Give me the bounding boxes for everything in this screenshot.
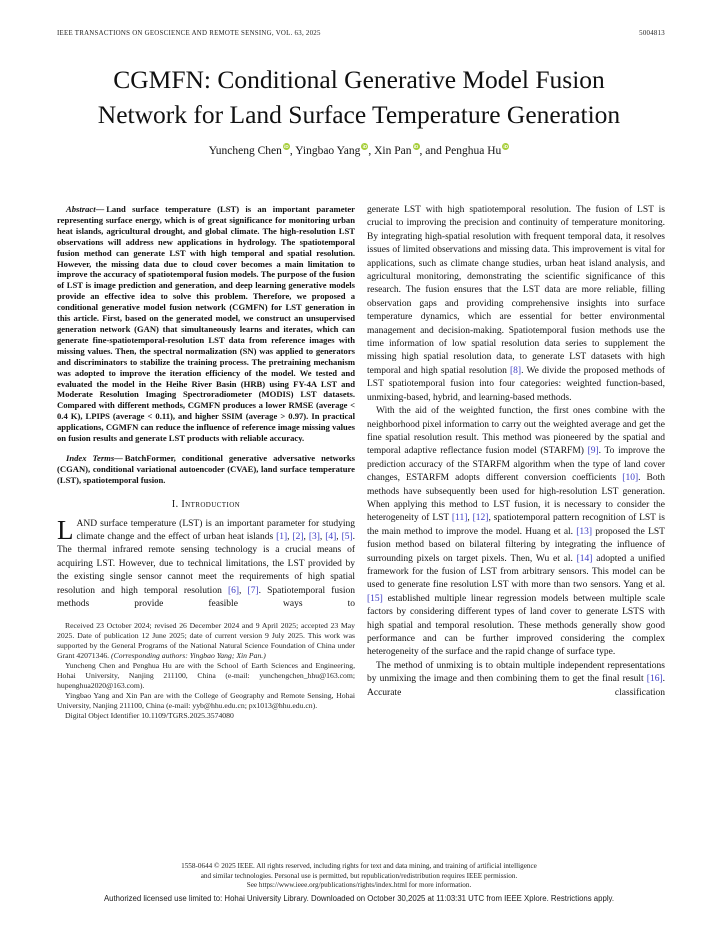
author-segment: [209, 145, 290, 157]
citation-link[interactable]: [6]: [227, 585, 240, 596]
two-column-body: [57, 204, 665, 721]
right-column: [367, 204, 665, 721]
license-stamp-line: Authorized licensed use limited to: Hohai University Library. Downloaded on October 30,2025 at 11:03:31 UTC from IEEE Xplore. Restrictions apply.: [103, 893, 615, 903]
index-terms: [57, 453, 355, 486]
orcid-icon[interactable]: [283, 143, 290, 150]
author-segment: [420, 145, 510, 157]
citation-link[interactable]: [15]: [367, 593, 383, 604]
author-name: , Xin Pan: [368, 145, 412, 157]
body-paragraph: generate LST with high spatiotemporal resolution. The fusion of LST is crucial to improving the precision and continuity of temperature monitoring. By integrating high-spatial resolution with frequent temporal data, it resolves issues of limited observations and missing data. This improvement is vital for applications, such as climate change studies, urban heat island analysis, and agricultural monitoring, demonstrating the scientific significance of this research. The fusion ensures that the LST data are more reliable, filling observation gaps and providing comprehensive insights into surface temperature dynamics, which are essential for better environmental management and decision-making. Spatiotemporal fusion methods use the time information of low spatial resolution data series to supplement the missing high spatial resolution data, to generate LST datasets with high temporal and high spatial resolution [8]. We divide the proposed methods of LST spatiotemporal fusion into four categories: weighted function-based, unmixing-based, hybrid, and learning-based methods.: [367, 205, 665, 403]
doi-line: Digital Object Identifier 10.1109/TGRS.2025.3574080: [65, 711, 234, 721]
abstract: [57, 204, 355, 444]
citation-link[interactable]: [10]: [622, 473, 639, 484]
paper-title: [0, 62, 718, 132]
citation-link[interactable]: [4]: [325, 532, 337, 543]
citation-link[interactable]: [16]: [646, 674, 663, 685]
citation-link[interactable]: [7]: [247, 585, 259, 596]
orcid-icon[interactable]: [502, 143, 509, 150]
article-number: 5004813: [639, 30, 665, 37]
citation-link[interactable]: [1]: [276, 532, 288, 543]
citation-link[interactable]: [9]: [587, 446, 599, 457]
author-segment: [368, 145, 419, 157]
body-paragraph: With the aid of the weighted function, the first ones combine with the neighborhood pixel information to carry out the weighted average and get the fine spatial resolution result. This method was pioneered by the spatial and temporal adaptive reflectance fusion model (STARFM) [9]. To improve the prediction accuracy of the STARFM algorithm when the type of land cover changes, ESTARFM adopts different conversion coefficients [10]. Both methods have subsequently been used for high-resolution LST generation. When applying this method to LST fusion, it is necessary to consider the heterogeneity of LST [11], [12], spatiotemporal pattern recognition of LST is the main method to improve the model. Huang et al. [13] proposed the LST fusion method based on bilateral filtering by integrating the influence of surrounding pixels on target pixels. Then, Wu et al. [14] adopted a unified framework for the fusion of LST from arbitrary sensors. This model can be used to generate fine resolution LST with more than two sensors. Yang et al. [15] established multiple linear regression models between multiple scale factors by considering different types of land cover to generate LSTS with high spatial and temporal resolution. These methods generally show good performance and can be further improved considering the complex heterogeneity of the surface and the rapid change of surface type.: [367, 406, 665, 658]
author-name: , Yingbao Yang: [289, 145, 361, 157]
manuscript-history: [57, 621, 355, 661]
first-page-footnote: [57, 621, 355, 722]
index-terms-text: BatchFormer, conditional generative adversative networks (CGAN), conditional variational autoencoder (CVAE), land surface temperature (LST), spatiotemporal fusion.: [57, 452, 356, 485]
orcid-icon-label: iD: [362, 144, 368, 149]
citation-link[interactable]: [2]: [292, 532, 304, 543]
body-paragraph: The method of unmixing is to obtain multiple independent representations by unmixing the image and then combining them to get the final result [16]. Accurate classification: [367, 660, 665, 698]
author-name: Yuncheng Chen: [208, 145, 282, 157]
section-heading-introduction: I. Introduction: [171, 498, 241, 510]
copyright-line-2: and similar technologies. Personal use is permitted, but republication/redistribution requires IEEE permission.: [200, 871, 518, 880]
paper-title-line2: Network for Land Surface Temperature Generation: [97, 100, 621, 129]
orcid-icon-label: iD: [284, 144, 289, 149]
citation-link[interactable]: [8]: [510, 365, 522, 376]
orcid-icon-label: iD: [503, 144, 509, 149]
citation-link[interactable]: [11]: [451, 513, 468, 524]
dropcap: L: [57, 514, 74, 545]
manuscript-history-text: Received 23 October 2024; revised 26 December 2024 and 9 April 2025; accepted 23 May 2025. Date of publication 12 June 2025; date of current version 9 July 2025. This work was supported by the General Programs of the National Natural Science Foundation of China under Grant 42071346.: [57, 620, 355, 660]
affiliation-2: Yingbao Yang and Xin Pan are with the College of Geography and Remote Sensing, Hohai University, Nanjing 211100, China (e-mail: yyb@hhu.edu.cn; px1013@hhu.edu.cn).: [57, 691, 355, 711]
journal-name: IEEE TRANSACTIONS ON GEOSCIENCE AND REMOTE SENSING, VOL. 63, 2025: [57, 30, 321, 37]
paper-title-line1: CGMFN: Conditional Generative Model Fusion: [113, 65, 605, 94]
orcid-icon-label: iD: [413, 144, 419, 149]
intro-paragraph: [57, 514, 356, 612]
citation-link[interactable]: [14]: [576, 553, 593, 564]
citation-link[interactable]: [3]: [308, 532, 320, 543]
intro-text: AND surface temperature (LST) is an important parameter for studying climate change and the effect of urban heat islands [1], [2], [3], [4], [5]. The thermal infrared remote sensing technology is a crucial means of acquiring LST. However, due to technical limitations, the LST provided by the existing single sensor cannot meet the requirements of high spatial resolution and high temporal resolution [6], [7]. Spatiotemporal fusion methods provide feasible ways to: [57, 518, 356, 610]
copyright-footer: [0, 862, 718, 904]
copyright-line-1: 1558-0644 © 2025 IEEE. All rights reserved, including rights for text and data mining, and training of artificial intelligence: [181, 862, 537, 870]
affiliation-1: Yuncheng Chen and Penghua Hu are with the School of Earth Sciences and Engineering, Hohai University, Nanjing 211100, China (e-mail: yunchengchen_hhu@163.com; hupenghua2020@163.com).: [57, 660, 355, 691]
abstract-label: Abstract—: [66, 204, 105, 214]
citation-link[interactable]: [12]: [472, 513, 489, 524]
author-line: [0, 143, 718, 157]
citation-link[interactable]: [5]: [341, 532, 353, 543]
author-segment: [290, 145, 369, 157]
running-header: [57, 30, 665, 37]
left-column: [57, 204, 355, 721]
rights-url-line: See https://www.ieee.org/publications/rights/index.html for more information.: [246, 881, 472, 890]
author-name: , and Penghua Hu: [419, 145, 502, 157]
corresponding-authors: (Corresponding authors: Yingbao Yang; Xin Pan.): [111, 650, 266, 660]
orcid-icon[interactable]: [413, 143, 420, 150]
citation-link[interactable]: [13]: [576, 526, 593, 537]
abstract-text: Land surface temperature (LST) is an important parameter representing surface energy, which is of great significance for monitoring urban heat islands, agricultural drought, and global climate. The high-resolution LST observations will address new applications in hydrology. The spatiotemporal fusion method can generate LST with high temporal and spatial resolution. However, the missing data due to cloud cover becomes a main limitation to improve the accuracy of spatiotemporal fusion models. The purpose of the fusion of LST is image prediction and generation, and deep learning generative models provide an effective idea to solve this problem. Therefore, we proposed a conditional generative model fusion network (CGMFN) for LST generation in this article. First, based on the generated model, we construct an unsupervised generation network (GAN) that simultaneously learns and iterates, which can generate fine-spatiotemporal-resolution LST data from reference images with missing values. Then, the spectral normalization (SN) was applied to generators and discriminators to stabilize the training process. The pretraining mechanism was adopted to improve the iteration efficiency of the model. We tested and evaluated the model in the Heihe River Basin (HRB) using FY-4A LST and Moderate Resolution Imaging Spectroradiometer (MODIS) LST datasets. Compared with different methods, CGMFN produces a lower RMSE (average < 0.4 K), LPIPS (average < 0.11), and higher SSIM (average > 0.97). In practical applications, CGMFN can reduce the influence of reference image missing values on fusion results and generate LST products with reliable accuracy.: [57, 204, 355, 444]
index-terms-label: Index Terms—: [66, 452, 123, 463]
